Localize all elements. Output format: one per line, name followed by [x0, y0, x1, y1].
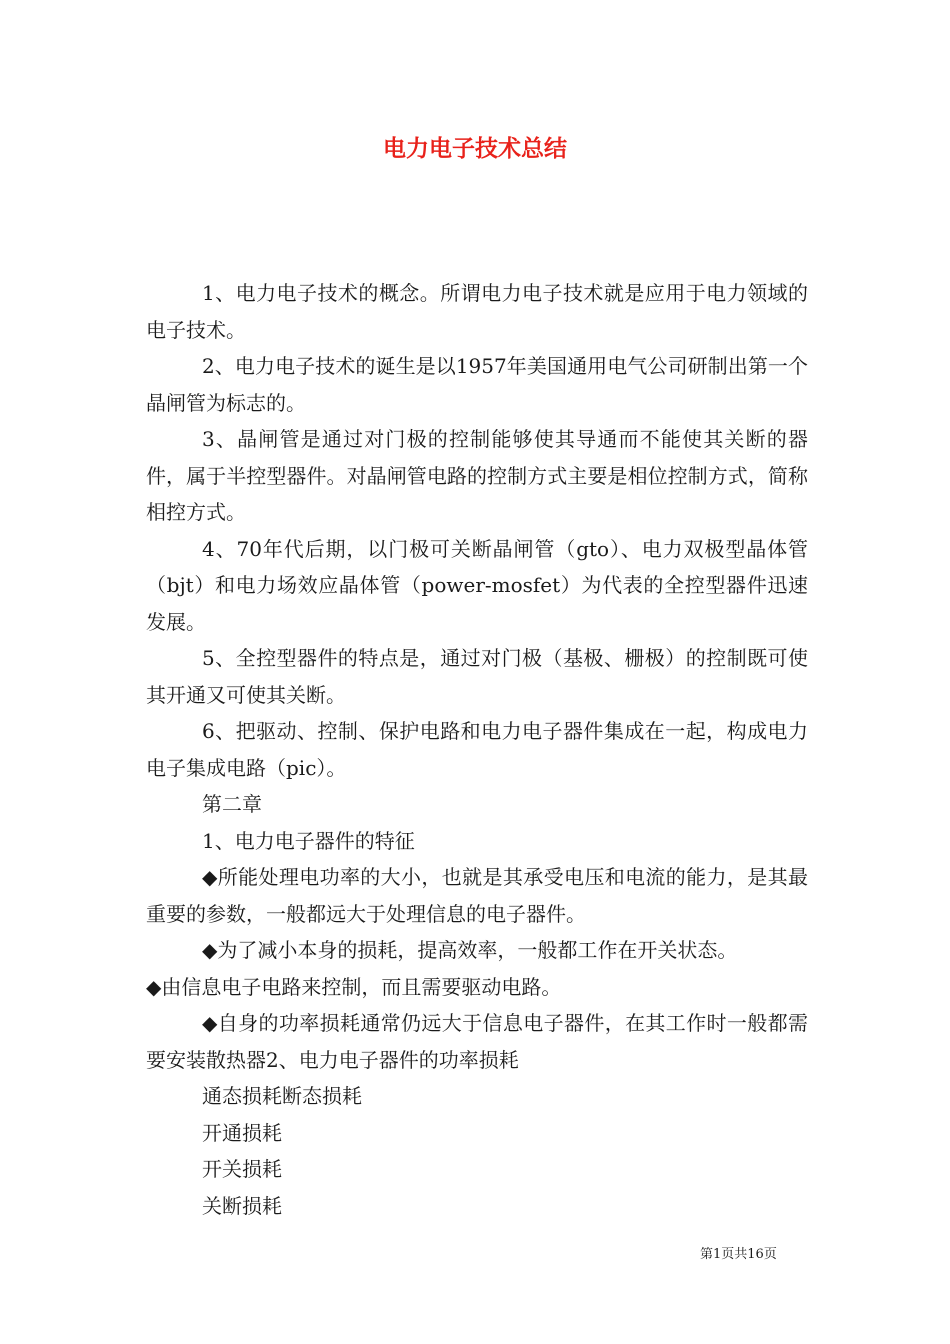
bullet-item: ◆自身的功率损耗通常仍远大于信息电子器件，在其工作时一般都需要安装散热器2、电力电子器件的功率损耗	[146, 1011, 808, 1072]
list-item: 开关损耗	[202, 1157, 282, 1181]
paragraph-full-control-features: 5、全控型器件的特点是，通过对门极（基极、栅极）的控制既可使其开通又可使其关断。	[146, 646, 808, 707]
list-item: 关断损耗	[202, 1193, 282, 1218]
bullet-item: ◆所能处理电功率的大小，也就是其承受电压和电流的能力，是其最重要的参数，一般都远大于处理信息的电子器件。	[146, 865, 808, 926]
paragraph-thyristor: 3、晶闸管是通过对门极的控制能够使其导通而不能使其关断的器件，属于半控型器件。对晶闸管电路的控制方式主要是相位控制方式，简称相控方式。	[146, 427, 808, 524]
document-title: 电力电子技术总结	[383, 136, 567, 162]
list-item: 通态损耗断态损耗	[202, 1084, 362, 1108]
paragraph-birth: 2、电力电子技术的诞生是以1957年美国通用电气公司研制出第一个晶闸管为标志的。	[146, 354, 808, 415]
chapter-heading: 第二章	[202, 792, 262, 816]
bullet-item: ◆为了减小本身的损耗，提高效率，一般都工作在开关状态。	[202, 938, 738, 962]
document-body	[146, 275, 808, 1224]
paragraph-full-control-devices: 4、70年代后期，以门极可关断晶闸管（gto）、电力双极型晶体管（bjt）和电力场效应晶体管（power-mosfet）为代表的全控型器件迅速发展。	[146, 536, 808, 634]
list-item: 开通损耗	[202, 1120, 282, 1145]
paragraph-pic: 6、把驱动、控制、保护电路和电力电子器件集成在一起，构成电力电子集成电路（pic）。	[146, 719, 808, 780]
bullet-item: ◆由信息电子电路来控制，而且需要驱动电路。	[146, 974, 562, 999]
paragraph-concept: 1、电力电子技术的概念。所谓电力电子技术就是应用于电力领域的电子技术。	[146, 281, 808, 342]
section-heading: 1、电力电子器件的特征	[202, 828, 415, 853]
page-number-footer: 第1页共16页	[700, 1247, 777, 1262]
